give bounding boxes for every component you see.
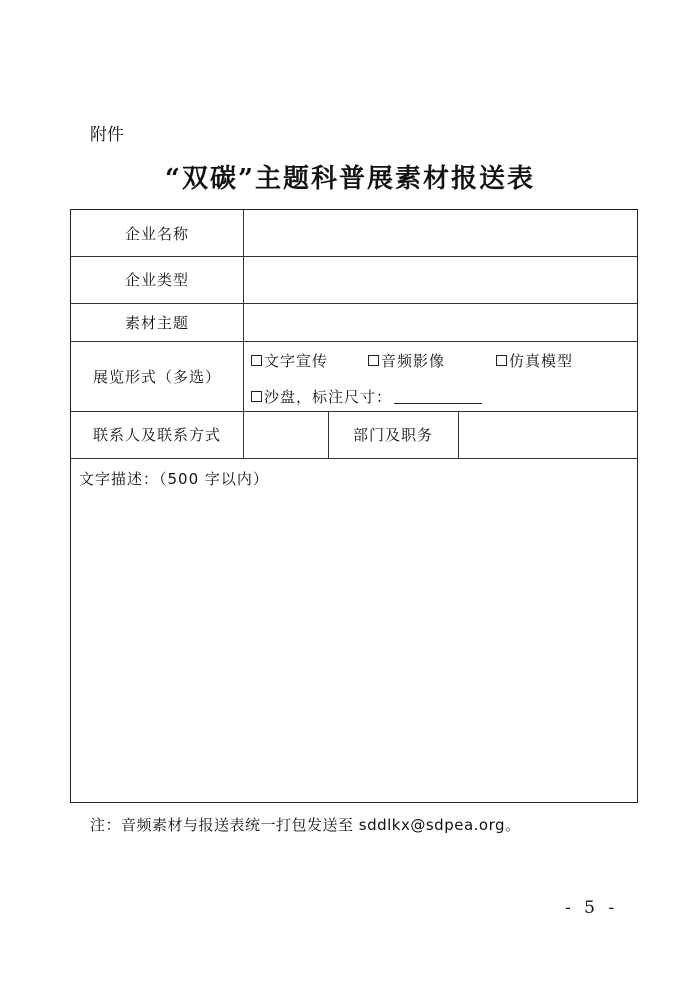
submission-form-table (70, 209, 638, 803)
option-text[interactable] (251, 350, 328, 371)
footnote: 注：音频素材与报送表统一打包发送至 sddlkx@sdpea.org。 (90, 816, 521, 834)
company-type-label: 企业类型 (124, 271, 189, 289)
dept-field[interactable] (458, 411, 639, 458)
attachment-label: 附件 (90, 125, 124, 145)
option-model-label: 仿真模型 (509, 352, 574, 370)
option-av[interactable] (368, 350, 445, 371)
page-title: “双碳”主题科普展素材报送表 (165, 164, 535, 194)
company-name-field[interactable] (243, 210, 639, 256)
description-label: 文字描述：（500 字以内） (79, 470, 269, 488)
company-type-field[interactable] (243, 256, 639, 303)
checkbox-icon[interactable] (368, 355, 379, 366)
contact-label: 联系人及联系方式 (92, 426, 221, 444)
page-number: - 5 - (565, 898, 619, 918)
description-field[interactable] (71, 490, 639, 802)
row-divider (71, 458, 637, 459)
option-model[interactable] (496, 350, 573, 371)
option-av-label: 音频影像 (381, 352, 446, 370)
format-label: 展览形式（多选） (92, 367, 221, 386)
checkbox-icon[interactable] (251, 391, 262, 402)
dept-label: 部门及职务 (352, 426, 433, 444)
theme-label: 素材主题 (124, 313, 189, 332)
option-text-label: 文字宣传 (264, 352, 329, 370)
option-sand[interactable] (251, 386, 482, 407)
checkbox-icon[interactable] (496, 355, 507, 366)
contact-field[interactable] (243, 411, 328, 458)
size-blank-line[interactable] (394, 389, 482, 404)
checkbox-icon[interactable] (251, 355, 262, 366)
theme-field[interactable] (243, 303, 639, 341)
option-sand-label: 沙盘，标注尺寸： (264, 388, 393, 406)
company-name-label: 企业名称 (124, 224, 189, 243)
